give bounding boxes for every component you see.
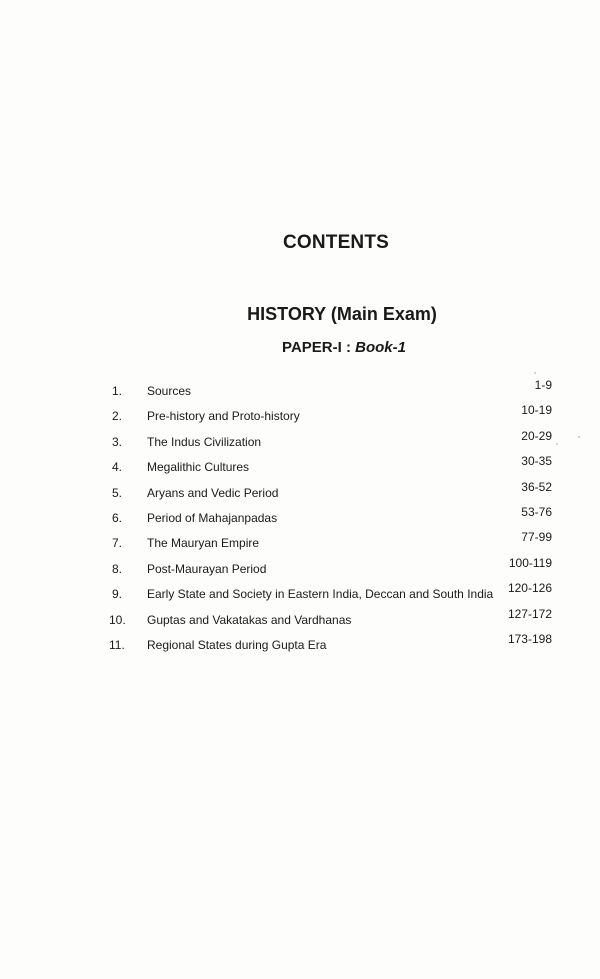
toc-entry-pages: 127-172 — [507, 606, 552, 621]
contents-heading: CONTENTS — [282, 232, 390, 253]
toc-entry-title: Regional States during Gupta Era — [147, 637, 327, 652]
toc-entry-title: Aryans and Vedic Period — [147, 485, 279, 500]
toc-entry — [112, 581, 552, 606]
toc-entry-title: Guptas and Vakatakas and Vardhanas — [147, 612, 352, 627]
toc-entry-number: 1. — [112, 384, 123, 398]
toc-entry — [112, 429, 552, 454]
toc-entry — [112, 454, 552, 479]
paper-label: PAPER-I : — [282, 339, 356, 356]
toc-entry-pages: 20-29 — [521, 428, 552, 443]
toc-entry — [112, 505, 552, 530]
book-label: Book-1 — [355, 339, 406, 356]
toc-entry-pages: 120-126 — [507, 581, 552, 596]
toc-entry-number: 11. — [109, 637, 125, 652]
toc-entry-title: Sources — [147, 384, 192, 398]
toc-entry — [112, 403, 552, 428]
toc-entry — [112, 556, 552, 581]
toc-entry — [112, 378, 552, 403]
subject-heading: HISTORY (Main Exam) — [247, 304, 437, 324]
paper-heading — [0, 339, 600, 356]
toc-entry-title: Megalithic Cultures — [147, 460, 250, 475]
toc-entry-title: Pre-history and Proto-history — [147, 409, 300, 424]
toc-entry-number: 4. — [112, 460, 123, 475]
toc-entry-title: The Mauryan Empire — [147, 536, 260, 551]
toc-entry-title: Post-Maurayan Period — [147, 561, 267, 576]
table-of-contents — [109, 378, 552, 657]
toc-entry — [109, 631, 552, 657]
toc-entry-number: 6. — [112, 510, 123, 525]
toc-entry-number: 8. — [112, 561, 123, 576]
toc-entry-number: 9. — [112, 587, 123, 602]
toc-entry — [112, 530, 552, 555]
toc-entry-number: 7. — [112, 536, 123, 551]
toc-entry — [112, 480, 552, 505]
toc-entry-number: 3. — [112, 434, 123, 449]
scan-speck — [534, 372, 536, 374]
toc-entry-pages: 100-119 — [508, 555, 552, 570]
toc-entry-pages: 30-35 — [521, 454, 552, 469]
toc-entry — [109, 606, 552, 632]
toc-entry-pages: 36-52 — [521, 479, 552, 494]
toc-entry-number: 10. — [109, 612, 126, 627]
toc-entry-pages: 173-198 — [507, 631, 552, 646]
toc-entry-pages: 53-76 — [521, 504, 552, 519]
scan-speck — [578, 436, 580, 438]
toc-entry-title: The Indus Civilization — [147, 434, 262, 449]
toc-entry-number: 2. — [112, 409, 123, 424]
toc-entry-title: Period of Mahajanpadas — [147, 510, 278, 525]
toc-entry-pages: 77-99 — [521, 530, 552, 545]
toc-entry-pages: 10-19 — [521, 403, 552, 418]
toc-entry-pages: 1-9 — [534, 378, 552, 392]
scan-speck — [556, 443, 558, 445]
toc-entry-number: 5. — [112, 485, 123, 500]
toc-entry-title: Early State and Society in Eastern India, Deccan and South India — [147, 587, 494, 602]
